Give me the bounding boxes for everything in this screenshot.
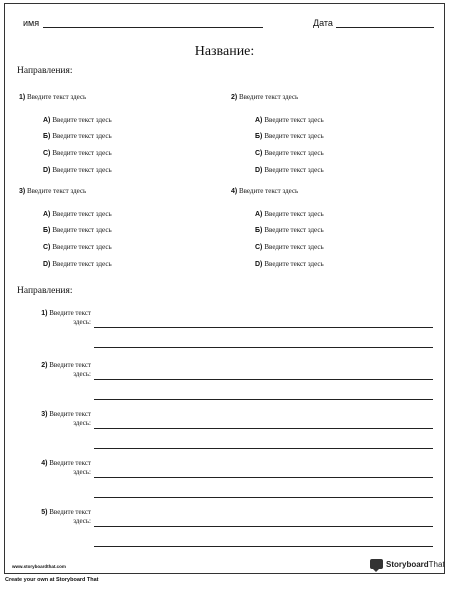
name-line: [43, 27, 263, 28]
question-1: 1) Введите текст здесь: [19, 93, 87, 101]
option-1-d: D) Введите текст здесь: [43, 166, 112, 174]
question-3: 3) Введите текст здесь: [19, 187, 87, 195]
answer-line-5a[interactable]: [94, 526, 433, 527]
option-1-c: C) Введите текст здесь: [43, 149, 112, 157]
option-2-c: C) Введите текст здесь: [255, 149, 324, 157]
answer-line-1a[interactable]: [94, 327, 433, 328]
storyboardthat-logo[interactable]: Storyboard That: [370, 559, 445, 569]
storyboard-logo-icon: [370, 559, 383, 569]
option-2-a: A) Введите текст здесь: [255, 116, 324, 124]
question-2: 2) Введите текст здесь: [231, 93, 299, 101]
answer-line-5b[interactable]: [94, 546, 433, 547]
answer-line-3b[interactable]: [94, 448, 433, 449]
date-label: Дата: [313, 18, 333, 28]
option-4-c: C) Введите текст здесь: [255, 243, 324, 251]
answer-line-4b[interactable]: [94, 497, 433, 498]
answer-line-2a[interactable]: [94, 379, 433, 380]
written-question-4: 4) Введите текст здесь:: [41, 459, 91, 476]
option-2-d: D) Введите текст здесь: [255, 166, 324, 174]
option-4-b: Б) Введите текст здесь: [255, 226, 324, 234]
answer-line-2b[interactable]: [94, 399, 433, 400]
answer-line-3a[interactable]: [94, 428, 433, 429]
written-question-3: 3) Введите текст здесь:: [41, 410, 91, 427]
written-question-5: 5) Введите текст здесь:: [41, 508, 91, 525]
create-own-link[interactable]: Create your own at Storyboard That: [5, 577, 99, 583]
written-question-1: 1) Введите текст здесь:: [41, 309, 91, 326]
option-2-b: Б) Введите текст здесь: [255, 132, 324, 140]
option-1-a: A) Введите текст здесь: [43, 116, 112, 124]
option-4-d: D) Введите текст здесь: [255, 260, 324, 268]
answer-line-4a[interactable]: [94, 477, 433, 478]
answer-line-1b[interactable]: [94, 347, 433, 348]
section-1-directions: Направления:: [17, 66, 73, 76]
option-3-c: C) Введите текст здесь: [43, 243, 112, 251]
site-url[interactable]: www.storyboardthat.com: [12, 564, 66, 569]
worksheet-page: [4, 3, 445, 574]
question-4: 4) Введите текст здесь: [231, 187, 299, 195]
written-question-2: 2) Введите текст здесь:: [41, 361, 91, 378]
section-2-directions: Направления:: [17, 286, 73, 296]
option-4-a: A) Введите текст здесь: [255, 210, 324, 218]
option-3-a: A) Введите текст здесь: [43, 210, 112, 218]
date-line: [336, 27, 434, 28]
option-1-b: Б) Введите текст здесь: [43, 132, 112, 140]
page-title: Название:: [194, 44, 255, 59]
option-3-d: D) Введите текст здесь: [43, 260, 112, 268]
option-3-b: Б) Введите текст здесь: [43, 226, 112, 234]
name-label: имя: [23, 18, 40, 28]
